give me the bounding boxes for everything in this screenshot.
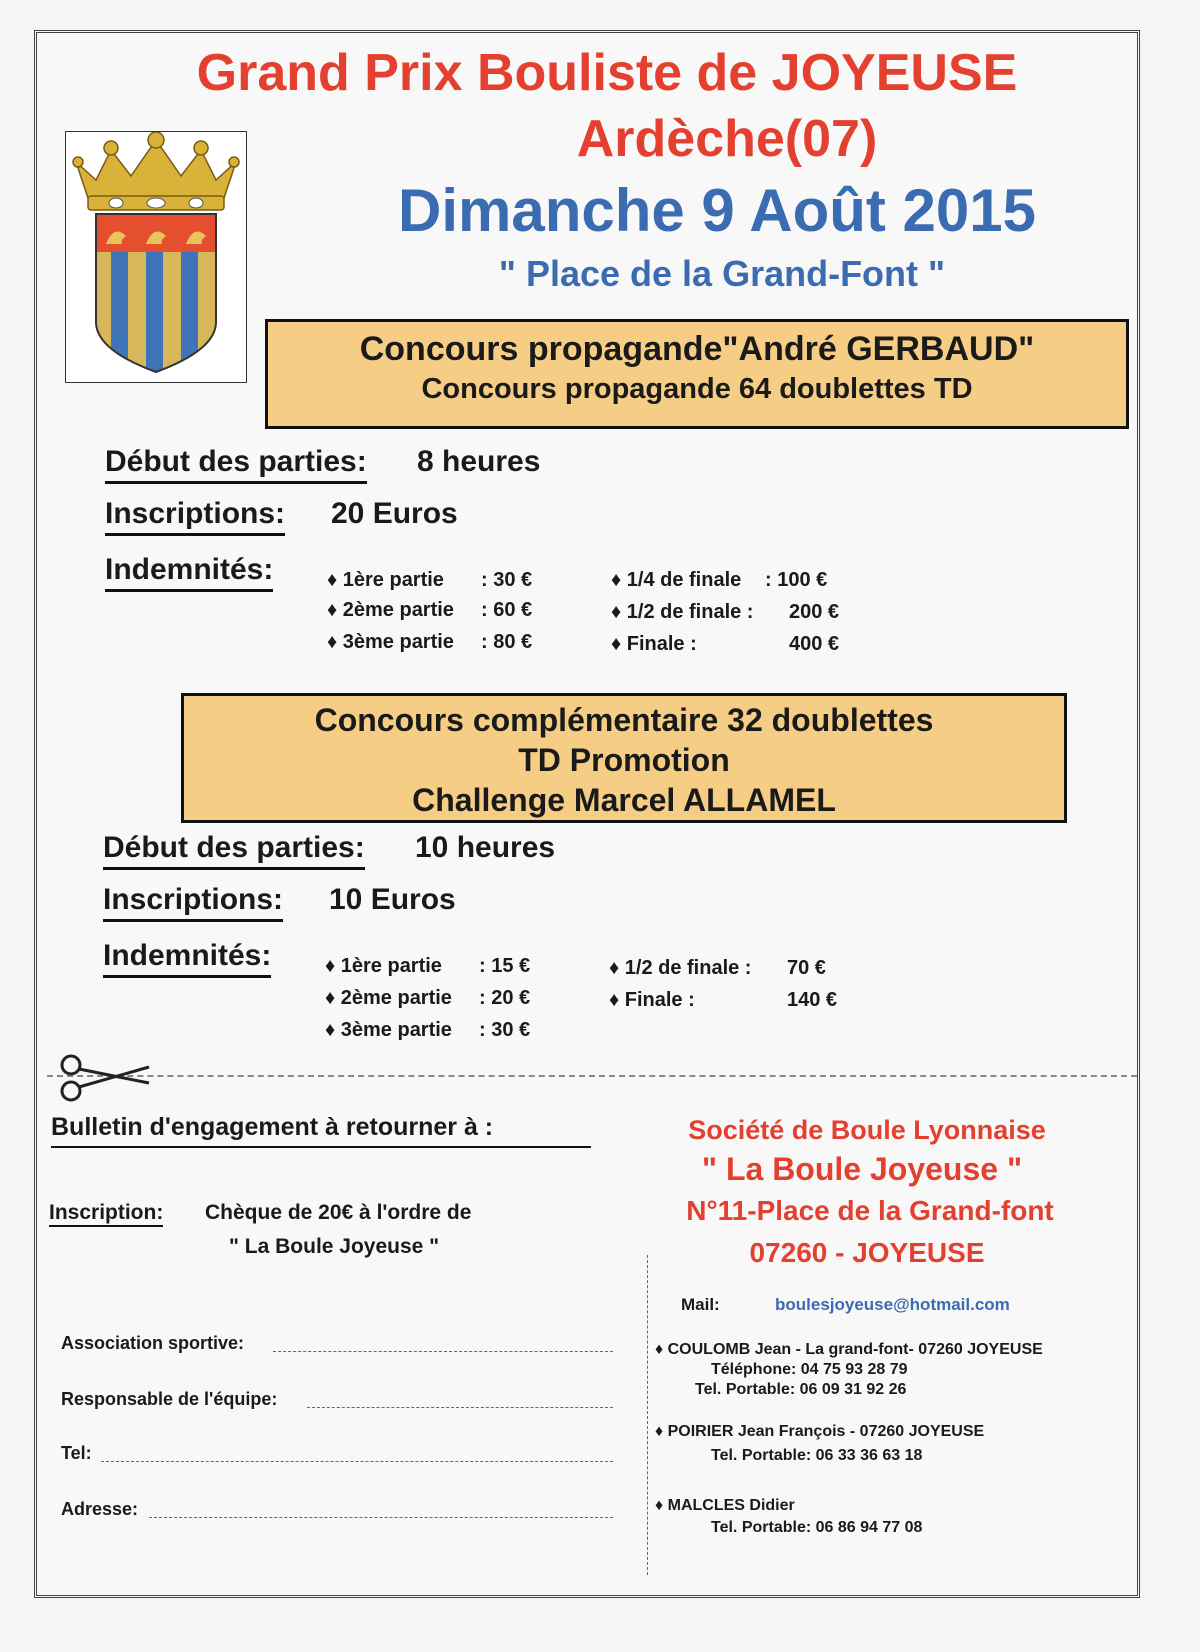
c1-right-3-label: ♦ Finale : <box>611 633 697 655</box>
c2-right-2-value: 140 € <box>787 989 838 1011</box>
bulletin-inscription-line2: " La Boule Joyeuse " <box>229 1235 440 1258</box>
contest1-inscriptions-label: Inscriptions: <box>105 497 285 536</box>
field-association-line[interactable] <box>273 1351 613 1352</box>
contact-coulomb-phone: Téléphone: 04 75 93 28 79 <box>711 1361 908 1378</box>
field-tel-label: Tel: <box>61 1443 92 1463</box>
contact-coulomb-mobile: Tel. Portable: 06 09 31 92 26 <box>695 1381 907 1398</box>
cut-line <box>47 1075 1137 1077</box>
poster-place: " Place de la Grand-Font " <box>498 253 946 294</box>
contact-coulomb-name: ♦ COULOMB Jean - La grand-font- 07260 JOYEUSE <box>655 1341 1043 1358</box>
c1-left-1-label: ♦ 1ère partie <box>327 569 444 591</box>
contest2-box <box>181 693 1067 823</box>
c2-left-1-value: : 15 € <box>479 955 531 977</box>
c1-left-3-label: ♦ 3ème partie <box>327 631 454 653</box>
c1-left-2-label: ♦ 2ème partie <box>327 599 454 621</box>
society-name: Société de Boule Lyonnaise <box>688 1115 1046 1145</box>
field-tel-line[interactable] <box>101 1461 613 1462</box>
scissors-icon <box>53 1053 153 1103</box>
mail-label: Mail: <box>681 1295 720 1314</box>
c2-left-1-label: ♦ 1ère partie <box>325 955 442 977</box>
c2-left-3-value: : 30 € <box>479 1019 531 1041</box>
c2-left-2-label: ♦ 2ème partie <box>325 987 452 1009</box>
society-club: " La Boule Joyeuse " <box>701 1151 1023 1187</box>
c2-left-3-label: ♦ 3ème partie <box>325 1019 452 1041</box>
contest1-debut-value: 8 heures <box>417 445 541 478</box>
mail-link[interactable]: boulesjoyeuse@hotmail.com <box>775 1295 1010 1314</box>
society-city: 07260 - JOYEUSE <box>749 1237 985 1268</box>
contact-poirier-name: ♦ POIRIER Jean François - 07260 JOYEUSE <box>655 1423 985 1440</box>
contest2-debut-label: Début des parties: <box>103 831 365 870</box>
bulletin-title: Bulletin d'engagement à retourner à : <box>51 1113 591 1148</box>
contact-malcles-mobile: Tel. Portable: 06 86 94 77 08 <box>711 1519 923 1536</box>
poster-region: Ardèche(07) <box>576 110 878 168</box>
c2-right-1-value: 70 € <box>787 957 826 979</box>
society-address: N°11-Place de la Grand-font <box>686 1195 1054 1226</box>
c1-right-1-label: ♦ 1/4 de finale <box>611 569 742 591</box>
field-responsable-label: Responsable de l'équipe: <box>61 1389 278 1409</box>
contest2-debut-value: 10 heures <box>415 831 556 864</box>
contest2-title: Concours complémentaire 32 doublettes <box>314 702 934 738</box>
poster-title: Grand Prix Bouliste de JOYEUSE <box>196 44 1018 102</box>
c1-left-3-value: : 80 € <box>481 631 533 653</box>
field-adresse-line[interactable] <box>149 1517 613 1518</box>
contest1-indemnites-label: Indemnités: <box>105 553 273 592</box>
contact-poirier-mobile: Tel. Portable: 06 33 36 63 18 <box>711 1447 923 1464</box>
c2-right-2-label: ♦ Finale : <box>609 989 695 1011</box>
contest1-debut-label: Début des parties: <box>105 445 367 484</box>
poster-frame <box>34 30 1140 1598</box>
field-responsable-line[interactable] <box>307 1407 613 1408</box>
c1-right-1-value: : 100 € <box>765 569 828 591</box>
c1-left-1-value: : 30 € <box>481 569 533 591</box>
coat-of-arms <box>65 131 247 383</box>
vertical-divider <box>647 1255 648 1575</box>
contest1-title: Concours propagande"André GERBAUD" <box>359 330 1035 368</box>
contact-malcles-name: ♦ MALCLES Didier <box>655 1497 795 1514</box>
c1-right-3-value: 400 € <box>789 633 840 655</box>
contest2-subtitle: TD Promotion <box>518 742 730 778</box>
c2-right-1-label: ♦ 1/2 de finale : <box>609 957 752 979</box>
contest2-challenge: Challenge Marcel ALLAMEL <box>412 782 836 818</box>
c1-right-2-label: ♦ 1/2 de finale : <box>611 601 754 623</box>
contest2-indemnites-label: Indemnités: <box>103 939 271 978</box>
bulletin-inscription-label: Inscription: <box>49 1201 163 1227</box>
field-association-label: Association sportive: <box>61 1333 245 1353</box>
c2-left-2-value: : 20 € <box>479 987 531 1009</box>
contest2-inscriptions-value: 10 Euros <box>329 883 456 916</box>
bulletin-inscription-line1: Chèque de 20€ à l'ordre de <box>205 1201 472 1224</box>
c1-right-2-value: 200 € <box>789 601 840 623</box>
coat-of-arms-icon <box>66 132 246 382</box>
contest1-inscriptions-value: 20 Euros <box>331 497 458 530</box>
contest2-inscriptions-label: Inscriptions: <box>103 883 283 922</box>
c1-left-2-value: : 60 € <box>481 599 533 621</box>
field-adresse-label: Adresse: <box>61 1499 139 1519</box>
contest1-subtitle: Concours propagande 64 doublettes TD <box>421 373 973 405</box>
poster-date: Dimanche 9 Août 2015 <box>398 177 1036 244</box>
contest1-box <box>265 319 1129 429</box>
